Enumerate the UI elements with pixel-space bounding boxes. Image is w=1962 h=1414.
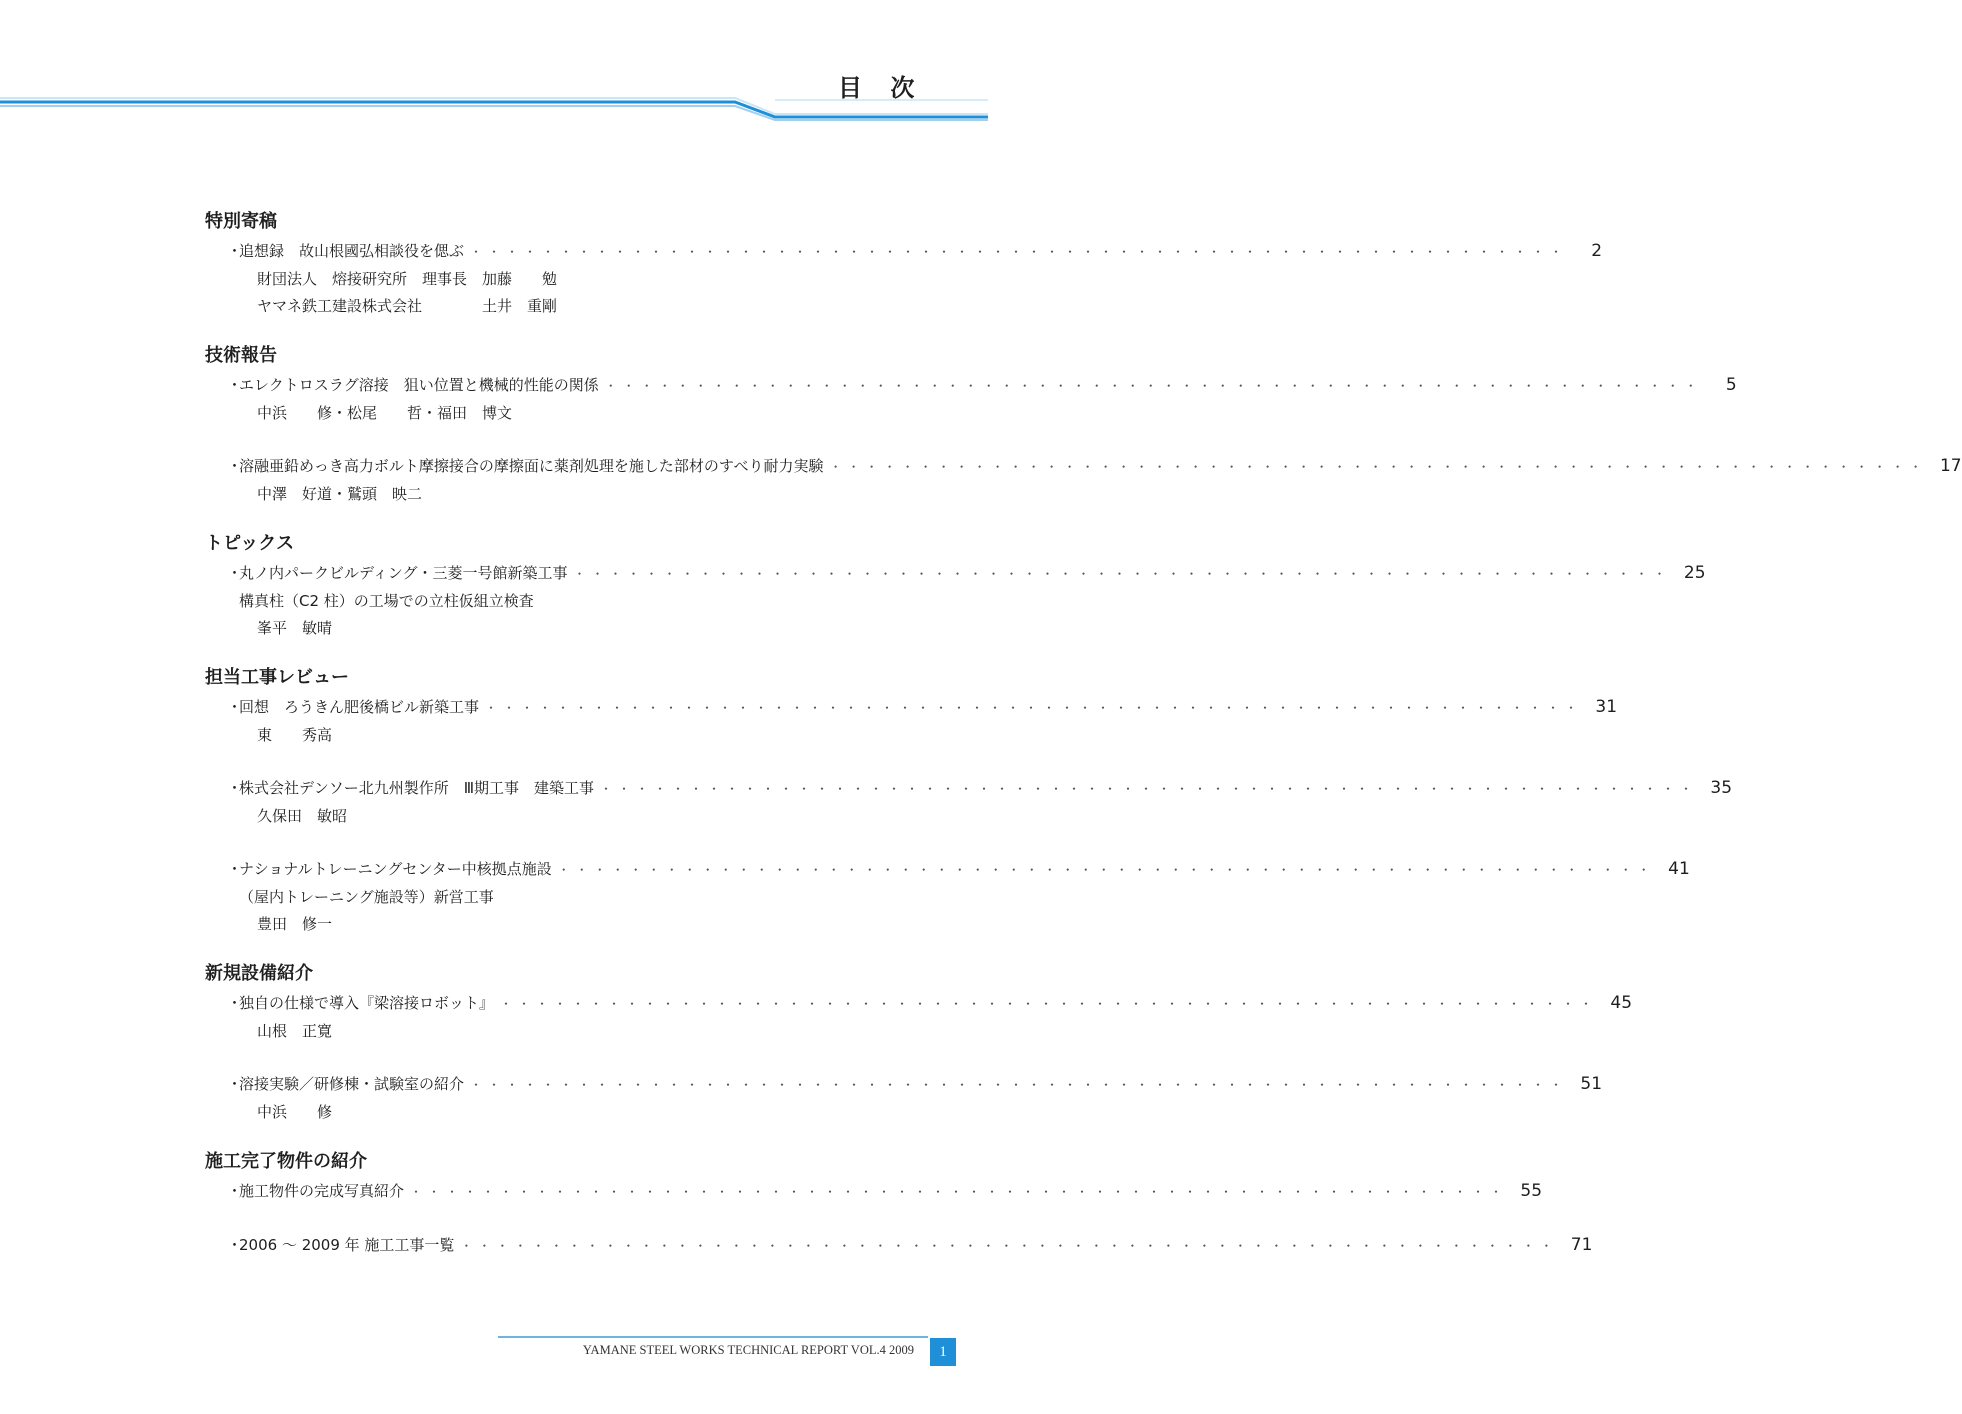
page-number: 45 bbox=[1610, 993, 1633, 1013]
toc-entry-line bbox=[227, 453, 1962, 481]
page-number: 31 bbox=[1595, 697, 1618, 717]
table-of-contents bbox=[205, 208, 1962, 1282]
toc-section bbox=[205, 208, 1603, 320]
bullet-icon: ・ bbox=[227, 1182, 243, 1200]
footer-rule bbox=[498, 1336, 928, 1338]
page-number: 35 bbox=[1710, 778, 1733, 798]
bullet-icon: ・ bbox=[227, 779, 243, 797]
entry-title: 溶融亜鉛めっき高力ボルト摩擦接合の摩擦面に薬剤処理を施した部材のすべり耐力実験 bbox=[239, 457, 824, 475]
dot-leader: ・・・・・・・・・・・・・・・・・・・・・・・・・・・・・・・・・・・・・・・・・・・・・・・・・・・・・・・・・・・・・ bbox=[460, 1239, 1559, 1253]
bullet-icon: ・ bbox=[227, 457, 243, 475]
section-heading: 新規設備紹介 bbox=[205, 963, 313, 984]
bullet-icon: ・ bbox=[227, 1075, 243, 1093]
toc-section bbox=[205, 530, 1706, 642]
page-title: 目 次 bbox=[838, 74, 925, 102]
entry-author: 峯平 敏晴 bbox=[257, 619, 333, 637]
entry-title: 施工物件の完成写真紹介 bbox=[239, 1182, 405, 1200]
entry-title: 株式会社デンソー北九州製作所 Ⅲ期工事 建築工事 bbox=[239, 779, 595, 797]
page-number: 55 bbox=[1520, 1181, 1543, 1201]
toc-entry bbox=[227, 1232, 1593, 1260]
toc-entry-line bbox=[227, 1071, 1603, 1099]
toc-entry bbox=[227, 372, 1737, 427]
entry-author: ヤマネ鉄工建設株式会社 土井 重剛 bbox=[257, 297, 558, 315]
entry-author: 財団法人 熔接研究所 理事長 加藤 勉 bbox=[257, 270, 558, 288]
bullet-icon: ・ bbox=[227, 242, 243, 260]
toc-entry bbox=[227, 238, 1603, 320]
toc-entry-line bbox=[227, 775, 1733, 803]
toc-section bbox=[205, 1148, 1593, 1260]
section-heading: 施工完了物件の紹介 bbox=[205, 1151, 367, 1172]
page-number: 71 bbox=[1570, 1235, 1593, 1255]
toc-entry bbox=[227, 856, 1690, 938]
bullet-icon: ・ bbox=[227, 376, 243, 394]
entry-author: 中浜 修 bbox=[257, 1103, 333, 1121]
toc-entry-line bbox=[227, 694, 1618, 722]
entry-title: 丸ノ内パークビルディング・三菱一号館新築工事 bbox=[239, 564, 568, 582]
entry-author: 中澤 好道・鷲頭 映二 bbox=[257, 485, 423, 503]
entry-title: ナショナルトレーニングセンター中核拠点施設 bbox=[239, 860, 552, 878]
dot-leader: ・・・・・・・・・・・・・・・・・・・・・・・・・・・・・・・・・・・・・・・・・・・・・・・・・・・・・・・・・・・・・ bbox=[604, 379, 1703, 393]
entry-author: 久保田 敏昭 bbox=[257, 807, 348, 825]
footer-publication: YAMANE STEEL WORKS TECHNICAL REPORT VOL.4 2009 bbox=[582, 1343, 914, 1357]
section-heading: 担当工事レビュー bbox=[205, 667, 349, 688]
entry-title: 回想 ろうきん肥後橋ビル新築工事 bbox=[239, 698, 480, 716]
dot-leader: ・・・・・・・・・・・・・・・・・・・・・・・・・・・・・・・・・・・・・・・・・・・・・・・・・・・・・・・・・・・・・ bbox=[557, 863, 1656, 877]
toc-section bbox=[205, 960, 1633, 1126]
entry-author: 山根 正寛 bbox=[257, 1022, 333, 1040]
section-heading: トピックス bbox=[205, 533, 295, 554]
toc-entry bbox=[227, 694, 1618, 749]
page-number: 25 bbox=[1683, 563, 1706, 583]
entry-subtitle: （屋内トレーニング施設等）新営工事 bbox=[239, 888, 494, 906]
page-number: 41 bbox=[1668, 859, 1690, 879]
dot-leader: ・・・・・・・・・・・・・・・・・・・・・・・・・・・・・・・・・・・・・・・・・・・・・・・・・・・・・・・・・・・・・ bbox=[470, 1078, 1569, 1092]
page-number-badge: 1 bbox=[930, 1338, 956, 1366]
toc-entry-line bbox=[227, 560, 1706, 588]
entry-title: 2006 ～ 2009 年 施工工事一覧 bbox=[239, 1236, 455, 1254]
bullet-icon: ・ bbox=[227, 994, 243, 1012]
dot-leader: ・・・・・・・・・・・・・・・・・・・・・・・・・・・・・・・・・・・・・・・・・・・・・・・・・・・・・・・・・・・・・ bbox=[600, 782, 1699, 796]
toc-section bbox=[205, 664, 1733, 938]
dot-leader: ・・・・・・・・・・・・・・・・・・・・・・・・・・・・・・・・・・・・・・・・・・・・・・・・・・・・・・・・・・・・・ bbox=[500, 997, 1599, 1011]
entry-author: 東 秀高 bbox=[257, 726, 333, 744]
entry-title: エレクトロスラグ溶接 狙い位置と機械的性能の関係 bbox=[239, 376, 599, 394]
bullet-icon: ・ bbox=[227, 698, 243, 716]
toc-entry-line bbox=[227, 1232, 1593, 1260]
toc-entry bbox=[227, 1178, 1543, 1206]
dot-leader: ・・・・・・・・・・・・・・・・・・・・・・・・・・・・・・・・・・・・・・・・・・・・・・・・・・・・・・・・・・・・・ bbox=[410, 1185, 1509, 1199]
toc-entry-line bbox=[227, 1178, 1543, 1206]
entry-author: 豊田 修一 bbox=[257, 915, 333, 933]
section-heading: 技術報告 bbox=[205, 345, 277, 366]
bullet-icon: ・ bbox=[227, 1236, 243, 1254]
bullet-icon: ・ bbox=[227, 860, 243, 878]
toc-entry bbox=[227, 560, 1706, 642]
entry-subtitle: 構真柱（C2 柱）の工場での立柱仮組立検査 bbox=[239, 592, 534, 610]
section-heading: 特別寄稿 bbox=[205, 211, 277, 232]
entry-title: 追想録 故山根國弘相談役を偲ぶ bbox=[239, 242, 465, 260]
toc-entry-line bbox=[227, 372, 1737, 400]
header-rule bbox=[0, 94, 1000, 124]
dot-leader: ・・・・・・・・・・・・・・・・・・・・・・・・・・・・・・・・・・・・・・・・・・・・・・・・・・・・・・・・・・・・・ bbox=[470, 245, 1569, 259]
toc-entry bbox=[227, 990, 1633, 1045]
toc-entry bbox=[227, 453, 1962, 508]
entry-title: 独自の仕様で導入『梁溶接ロボット』 bbox=[239, 994, 495, 1012]
dot-leader: ・・・・・・・・・・・・・・・・・・・・・・・・・・・・・・・・・・・・・・・・・・・・・・・・・・・・・・・・・・・・・ bbox=[485, 701, 1584, 715]
bullet-icon: ・ bbox=[227, 564, 243, 582]
dot-leader: ・・・・・・・・・・・・・・・・・・・・・・・・・・・・・・・・・・・・・・・・・・・・・・・・・・・・・・・・・・・・・ bbox=[573, 567, 1672, 581]
entry-author: 中浜 修・松尾 哲・福田 博文 bbox=[257, 404, 513, 422]
toc-entry bbox=[227, 775, 1733, 830]
toc-entry-line bbox=[227, 856, 1690, 884]
toc-section bbox=[205, 342, 1962, 508]
toc-entry-line bbox=[227, 238, 1603, 266]
page-number: 2 bbox=[1591, 241, 1603, 261]
entry-title: 溶接実験／研修棟・試験室の紹介 bbox=[239, 1075, 465, 1093]
dot-leader: ・・・・・・・・・・・・・・・・・・・・・・・・・・・・・・・・・・・・・・・・・・・・・・・・・・・・・・・・・・・・・ bbox=[829, 460, 1928, 474]
page-number: 5 bbox=[1725, 375, 1737, 395]
toc-entry bbox=[227, 1071, 1603, 1126]
page-number: 17 bbox=[1939, 456, 1962, 476]
toc-entry-line bbox=[227, 990, 1633, 1018]
page-number: 51 bbox=[1580, 1074, 1603, 1094]
